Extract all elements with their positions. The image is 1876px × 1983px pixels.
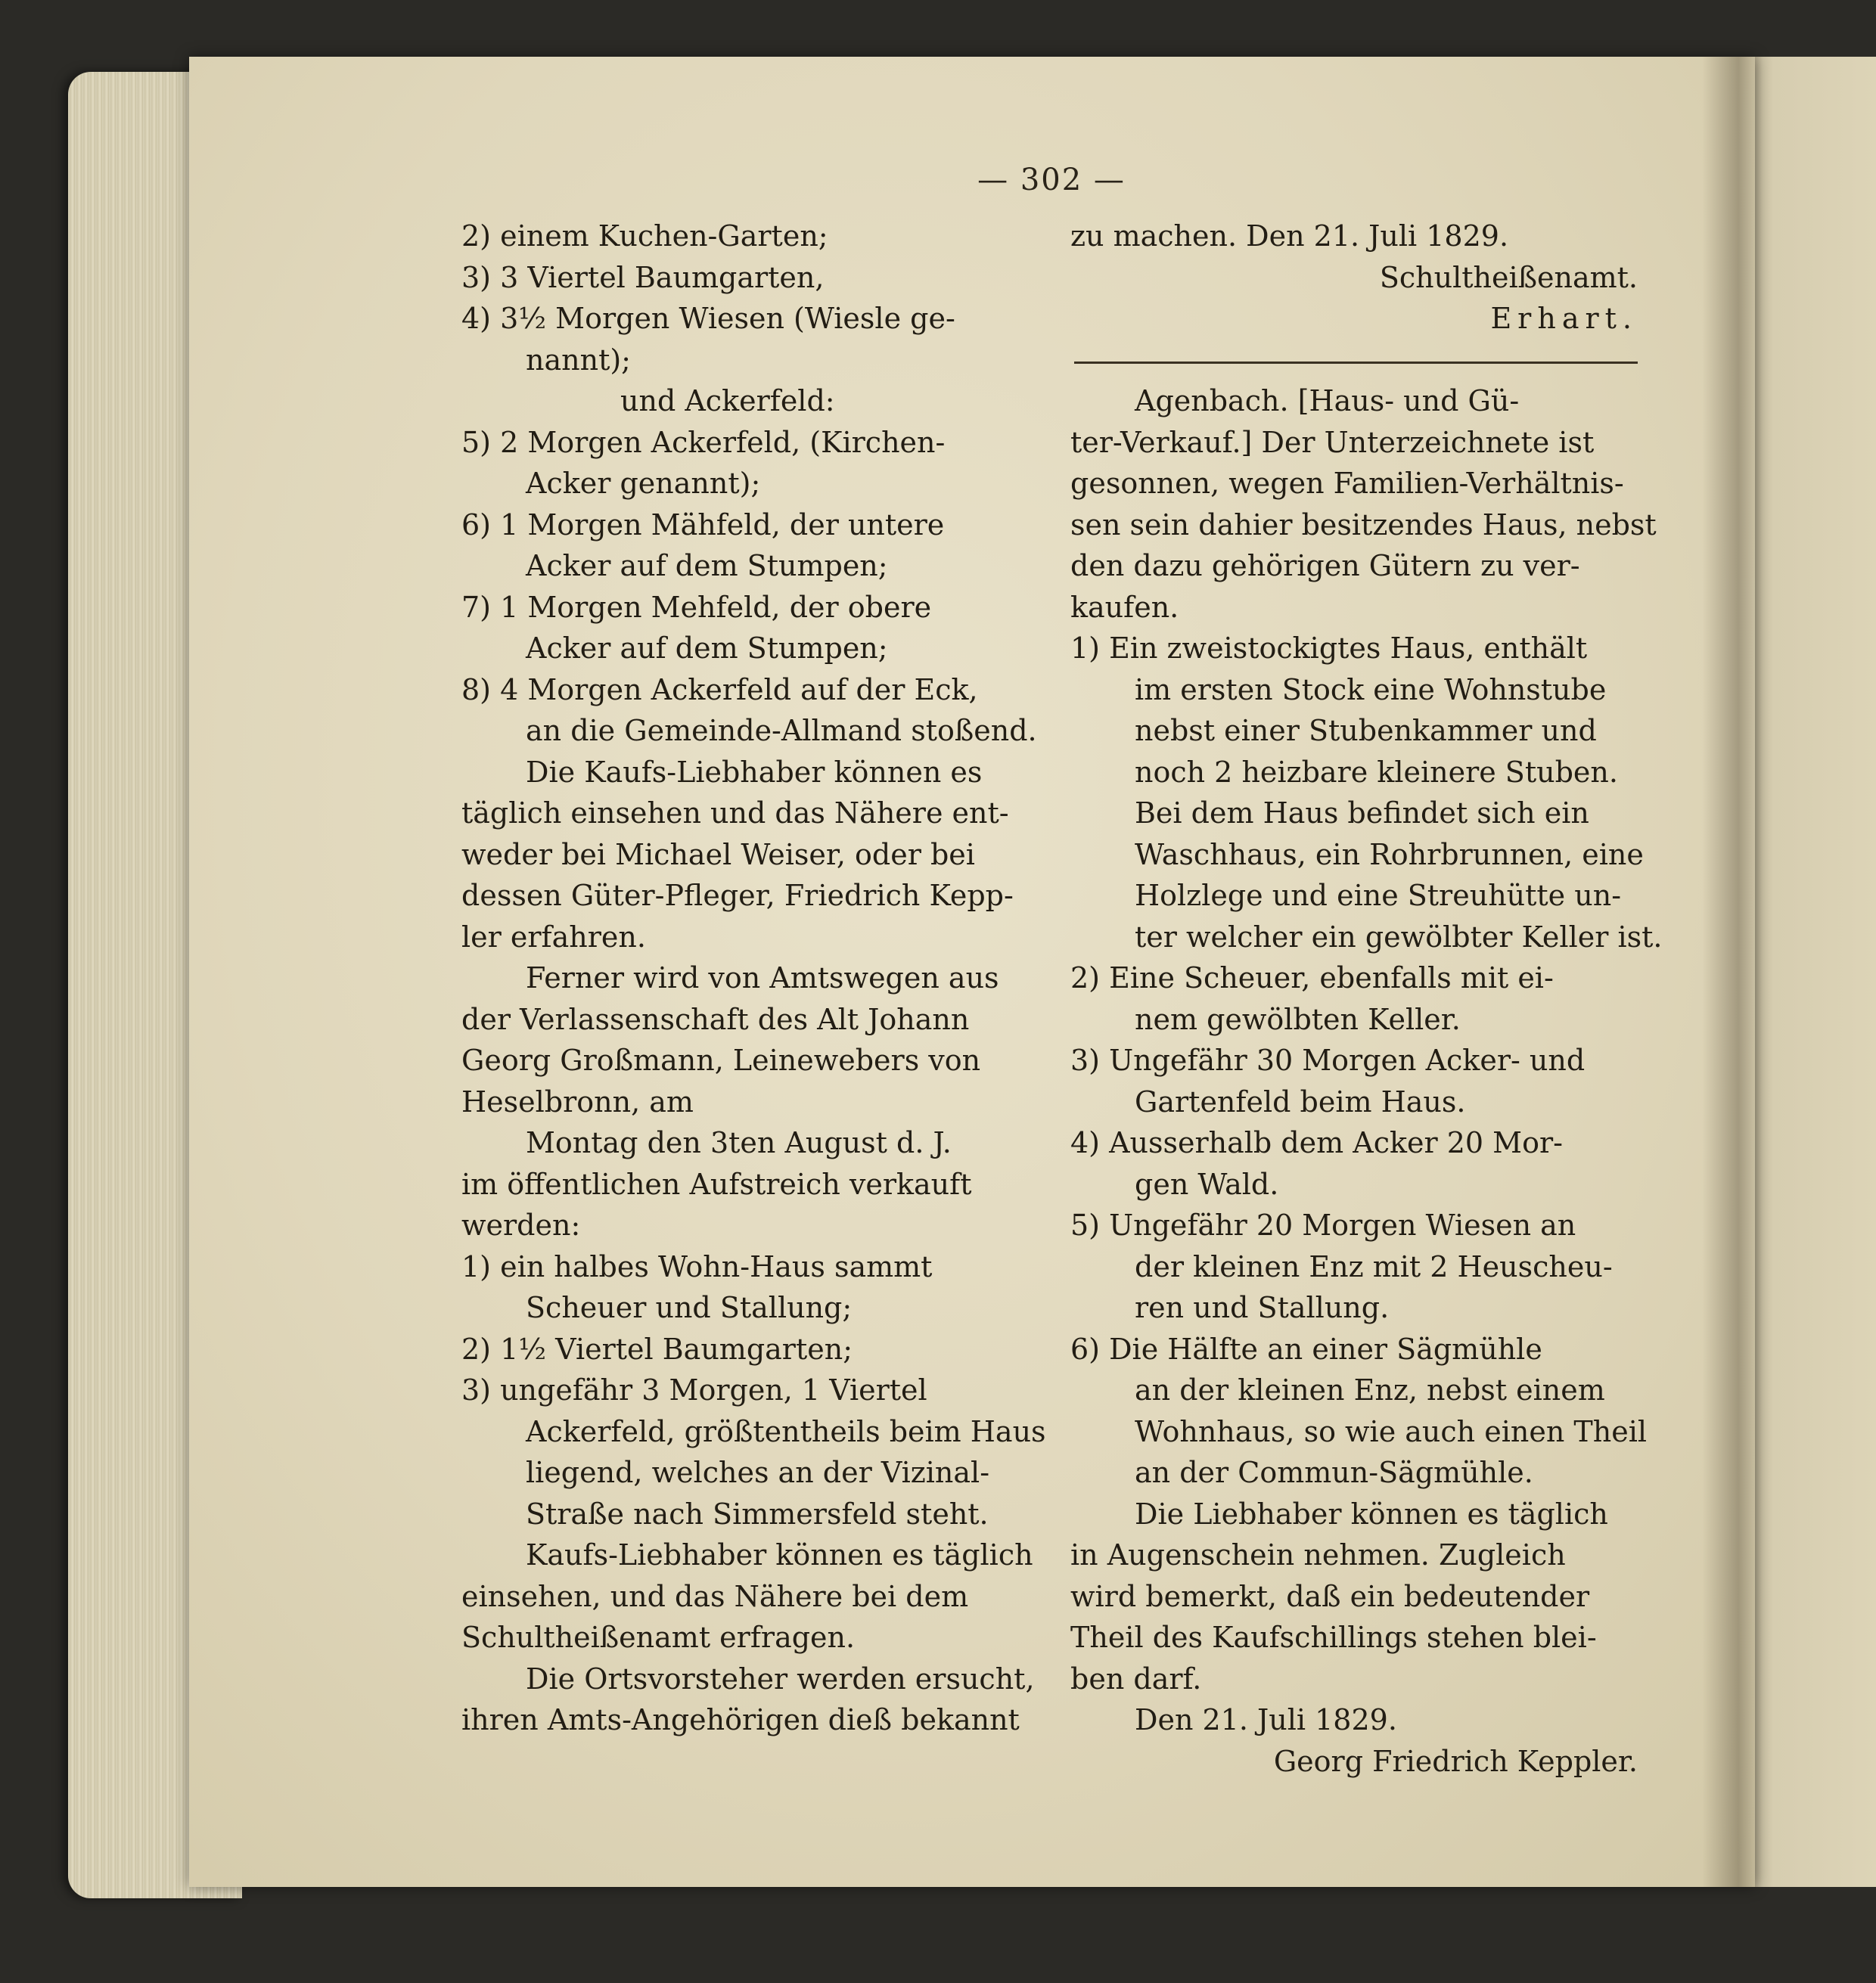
text-line: an die Gemeinde-Allmand stoßend. [526, 714, 1037, 747]
text-line: wird bemerkt, daß ein bedeutender [1070, 1579, 1590, 1613]
text-line: Agenbach. [Haus- und Gü- [1135, 384, 1520, 417]
text-line: einsehen, und das Nähere bei dem [461, 1579, 969, 1613]
text-line: im ersten Stock eine Wohnstube [1135, 672, 1607, 706]
text-line: werden: [461, 1209, 581, 1242]
text-line: Die Liebhaber können es täglich [1135, 1497, 1608, 1531]
text-line: kaufen. [1070, 590, 1179, 624]
text-line: Wohnhaus, so wie auch einen Theil [1135, 1414, 1648, 1448]
text-line: nebst einer Stubenkammer und [1135, 714, 1597, 747]
text-line: der Verlassenschaft des Alt Johann [461, 1002, 970, 1036]
text-line: Straße nach Simmersfeld steht. [526, 1497, 989, 1531]
text-line: ihren Amts-Angehörigen dieß bekannt [461, 1703, 1020, 1736]
text-line: 4) Ausserhalb dem Acker 20 Mor- [1070, 1126, 1563, 1159]
text-line: 1) ein halbes Wohn-Haus sammt [461, 1249, 933, 1283]
text-line: Die Kaufs-Liebhaber können es [526, 755, 983, 789]
text-line: im öffentlichen Aufstreich verkauft [461, 1167, 972, 1201]
text-line: ter-Verkauf.] Der Unterzeichnete ist [1070, 425, 1595, 459]
book-gutter [1702, 57, 1763, 1887]
text-line: ter welcher ein gewölbter Keller ist. [1135, 920, 1663, 954]
text-line: an der Commun-Sägmühle. [1135, 1456, 1533, 1489]
text-line: liegend, welches an der Vizinal- [526, 1456, 990, 1489]
text-line: 6) Die Hälfte an einer Sägmühle [1070, 1332, 1542, 1366]
text-line: 3) Ungefähr 30 Morgen Acker- und [1070, 1044, 1586, 1077]
text-line: 1) Ein zweistockigtes Haus, enthält [1070, 632, 1588, 665]
text-line: 2) 1½ Viertel Baumgarten; [461, 1332, 853, 1366]
text-line: ren und Stallung. [1135, 1291, 1390, 1324]
text-line: 2) Eine Scheuer, ebenfalls mit ei- [1070, 961, 1554, 995]
text-line: Heselbronn, am [461, 1085, 694, 1119]
text-line: Theil des Kaufschillings stehen blei- [1070, 1621, 1597, 1654]
text-line: Gartenfeld beim Haus. [1135, 1085, 1466, 1119]
text-line: 2) einem Kuchen-Garten; [461, 219, 828, 253]
text-line: Montag den 3ten August d. J. [526, 1126, 952, 1159]
left-column [461, 216, 1046, 1741]
text-line: 3) 3 Viertel Baumgarten, [461, 260, 825, 294]
section-divider [1074, 362, 1638, 364]
text-line: Ferner wird von Amtswegen aus [526, 961, 999, 995]
right-column [1070, 380, 1663, 1782]
text-line: zu machen. Den 21. Juli 1829. [1070, 219, 1509, 253]
text-line: Schultheißenamt. [1379, 260, 1638, 294]
text-line: täglich einsehen und das Nähere ent- [461, 796, 1009, 830]
text-line: Acker auf dem Stumpen; [526, 549, 888, 582]
text-line: nannt); [526, 343, 631, 377]
text-line: ben darf. [1070, 1662, 1202, 1696]
text-line: Acker auf dem Stumpen; [526, 632, 888, 665]
text-line: in Augenschein nehmen. Zugleich [1070, 1538, 1566, 1572]
text-line: den dazu gehörigen Gütern zu ver- [1070, 549, 1580, 582]
text-line: Ackerfeld, größtentheils beim Haus [526, 1414, 1046, 1448]
text-line: 4) 3½ Morgen Wiesen (Wiesle ge- [461, 302, 955, 335]
text-line: der kleinen Enz mit 2 Heuscheu- [1135, 1249, 1613, 1283]
text-line: 7) 1 Morgen Mehfeld, der obere [461, 590, 932, 624]
text-line: Bei dem Haus befindet sich ein [1135, 796, 1589, 830]
text-line: Erhart. [1490, 302, 1638, 335]
text-line: Scheuer und Stallung; [526, 1291, 853, 1324]
text-line: Kaufs-Liebhaber können es täglich [526, 1538, 1033, 1572]
text-line: 8) 4 Morgen Ackerfeld auf der Eck, [461, 672, 978, 706]
text-line: weder bei Michael Weiser, oder bei [461, 837, 975, 871]
text-line: gesonnen, wegen Familien-Verhältnis- [1070, 467, 1624, 500]
text-line: 5) Ungefähr 20 Morgen Wiesen an [1070, 1209, 1576, 1242]
text-line: nem gewölbten Keller. [1135, 1002, 1461, 1036]
text-line: Acker genannt); [526, 467, 761, 500]
text-line: Waschhaus, ein Rohrbrunnen, eine [1135, 837, 1644, 871]
text-line: sen sein dahier besitzendes Haus, nebst [1070, 507, 1657, 542]
text-line: gen Wald. [1135, 1167, 1279, 1201]
text-line: ler erfahren. [461, 920, 646, 954]
text-line: Den 21. Juli 1829. [1135, 1703, 1397, 1736]
text-line: 3) ungefähr 3 Morgen, 1 Viertel [461, 1373, 927, 1407]
text-line: an der kleinen Enz, nebst einem [1135, 1373, 1605, 1407]
text-line: Holzlege und eine Streuhütte un- [1135, 879, 1622, 912]
text-line: 6) 1 Morgen Mähfeld, der untere [461, 507, 945, 542]
text-line: Schultheißenamt erfragen. [461, 1621, 856, 1654]
text-line: Die Ortsvorsteher werden ersucht, [526, 1662, 1035, 1696]
text-line: und Ackerfeld: [620, 384, 835, 417]
text-line: Georg Großmann, Leinewebers von [461, 1044, 981, 1077]
text-line: 5) 2 Morgen Ackerfeld, (Kirchen- [461, 425, 946, 459]
page-number: — 302 — [977, 163, 1126, 197]
text-line: dessen Güter-Pfleger, Friedrich Kepp- [461, 879, 1014, 912]
text-line: noch 2 heizbare kleinere Stuben. [1135, 755, 1618, 789]
text-line: Georg Friedrich Keppler. [1273, 1744, 1638, 1778]
right-column-top [1070, 216, 1638, 340]
